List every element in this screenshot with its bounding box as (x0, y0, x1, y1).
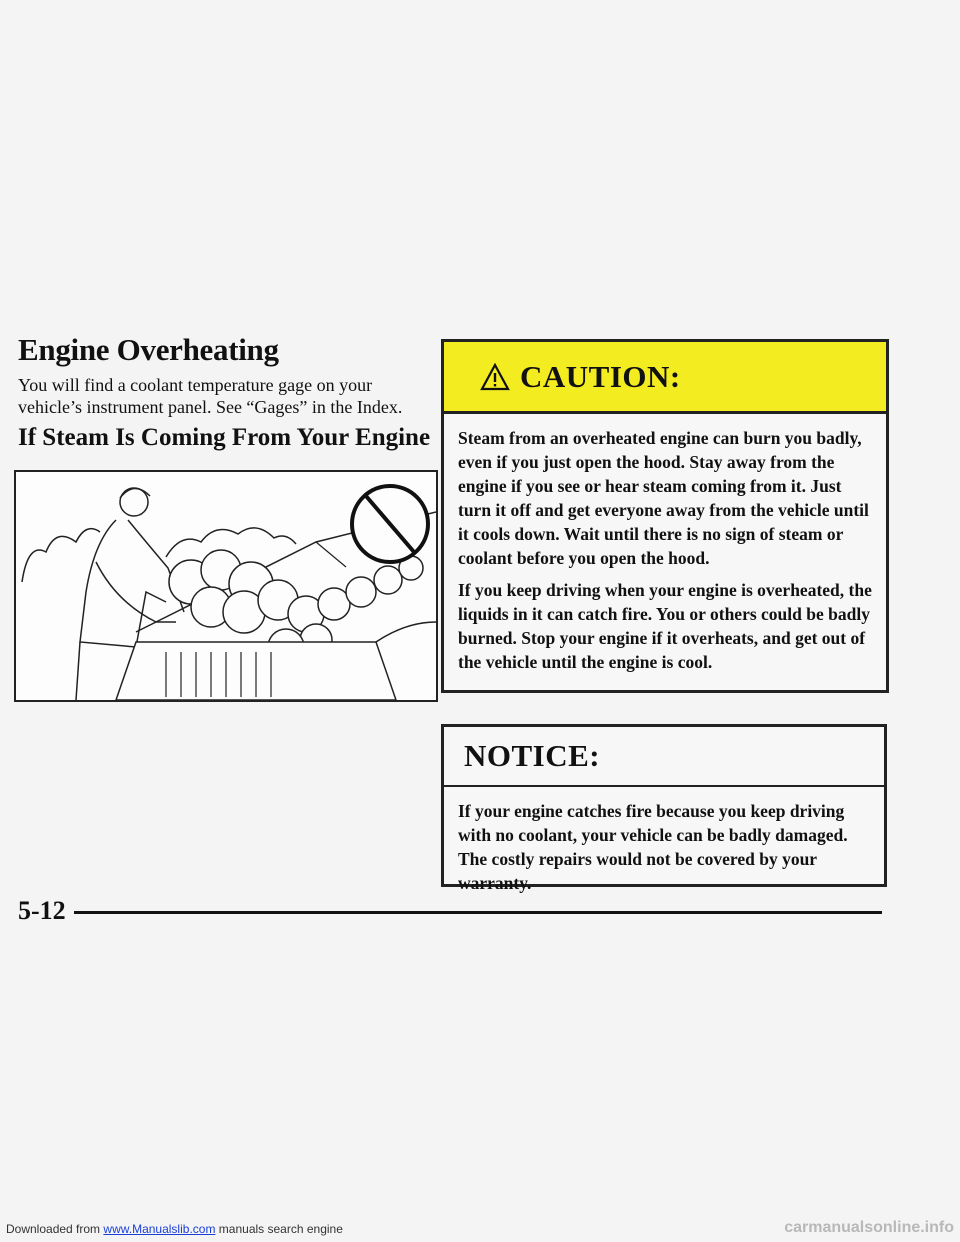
warning-triangle-icon (480, 363, 510, 391)
manualslib-link[interactable]: www.Manualslib.com (103, 1222, 216, 1236)
notice-box (441, 724, 887, 893)
caution-paragraph: If you keep driving when your engine is overheated, the liquids in it can catch fire. You or others could be badly burned. Stop your engine if it overheats, and get out of the vehicle until the engine is cool. (458, 580, 872, 672)
caution-box (441, 339, 889, 693)
illustration-drawing (16, 472, 436, 700)
notice-paragraph: If your engine catches fire because you keep driving with no coolant, your vehicle can be badly damaged. The costly repairs would not be covered by your warranty. (458, 801, 848, 893)
steam-engine-illustration (14, 470, 438, 702)
page-title: Engine Overheating (18, 332, 279, 367)
page-number: 5-12 (18, 896, 66, 925)
notice-header (444, 727, 884, 787)
footer-rule (74, 911, 882, 914)
download-suffix: manuals search engine (218, 1222, 343, 1236)
notice-body (444, 787, 884, 895)
intro-paragraph: You will find a coolant temperature gage on your vehicle’s instrument panel. See “Gages” in the Index. (18, 375, 403, 417)
prohibition-icon (352, 486, 428, 562)
notice-label: NOTICE: (464, 738, 601, 773)
download-banner (6, 1222, 343, 1236)
watermark: carmanualsonline.info (784, 1219, 954, 1236)
caution-label: CAUTION: (520, 358, 681, 394)
caution-body (444, 414, 886, 674)
download-prefix: Downloaded from (6, 1222, 101, 1236)
caution-header (444, 342, 886, 414)
section-subheading: If Steam Is Coming From Your Engine (18, 424, 431, 451)
caution-paragraph: Steam from an overheated engine can burn you badly, even if you just open the hood. Stay away from the engine if you see or hear steam coming from it. Just turn it off and get everyone away from the vehicle until it cools down. Wait until there is no sign of steam or coolant before you open the hood. (458, 428, 869, 568)
